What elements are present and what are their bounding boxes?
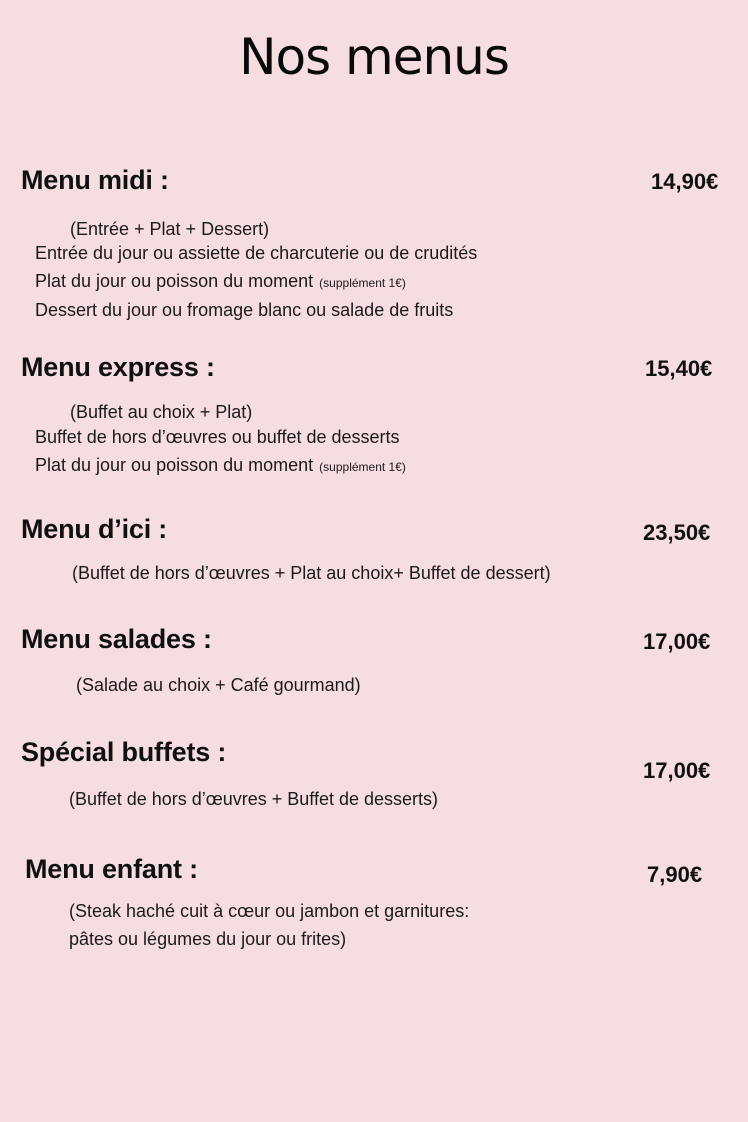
- menu-salades-subtitle: (Salade au choix + Café gourmand): [76, 675, 361, 695]
- menu-enfant-price: 7,90€: [647, 862, 703, 887]
- menu-salades-name: Menu salades :: [21, 624, 212, 654]
- menu-enfant-subtitle: (Steak haché cuit à cœur ou jambon et garnitures:: [69, 901, 470, 921]
- menu-express-subtitle: (Buffet au choix + Plat): [70, 402, 253, 422]
- menu-express-price: 15,40€: [645, 356, 713, 381]
- menu-enfant-subtitle-continued: pâtes ou légumes du jour ou frites): [69, 929, 347, 949]
- menu-midi-line-text: Plat du jour ou poisson du moment: [35, 271, 314, 291]
- menu-express-line: [35, 455, 406, 476]
- menu-express-supplement-note: (supplément 1€): [319, 460, 406, 474]
- menu-dici-name: Menu d’ici :: [21, 514, 168, 544]
- menu-midi-line: [35, 271, 406, 292]
- menu-midi-line: Entrée du jour ou assiette de charcuterie ou de crudités: [35, 243, 478, 263]
- menu-dici-subtitle: (Buffet de hors d’œuvres + Plat au choix+ Buffet de dessert): [72, 563, 551, 583]
- menu-dici-price: 23,50€: [643, 520, 711, 545]
- menu-salades-price: 17,00€: [643, 629, 711, 654]
- menu-midi-line: Dessert du jour ou fromage blanc ou salade de fruits: [35, 300, 454, 320]
- menu-midi-supplement-note: (supplément 1€): [319, 276, 406, 290]
- special-buffets-name: Spécial buffets :: [21, 737, 227, 767]
- menu-midi-subtitle: (Entrée + Plat + Dessert): [70, 219, 270, 239]
- menu-express-line: Buffet de hors d’œuvres ou buffet de desserts: [35, 427, 400, 447]
- menu-express-line-text: Plat du jour ou poisson du moment: [35, 455, 314, 475]
- special-buffets-price: 17,00€: [643, 758, 711, 783]
- special-buffets-subtitle: (Buffet de hors d’œuvres + Buffet de desserts): [69, 789, 439, 809]
- menu-midi-name: Menu midi :: [21, 165, 169, 195]
- menu-express-name: Menu express :: [21, 352, 215, 382]
- page-title: Nos menus: [239, 28, 509, 86]
- menu-midi-price: 14,90€: [651, 169, 719, 194]
- menu-enfant-name: Menu enfant :: [25, 854, 198, 884]
